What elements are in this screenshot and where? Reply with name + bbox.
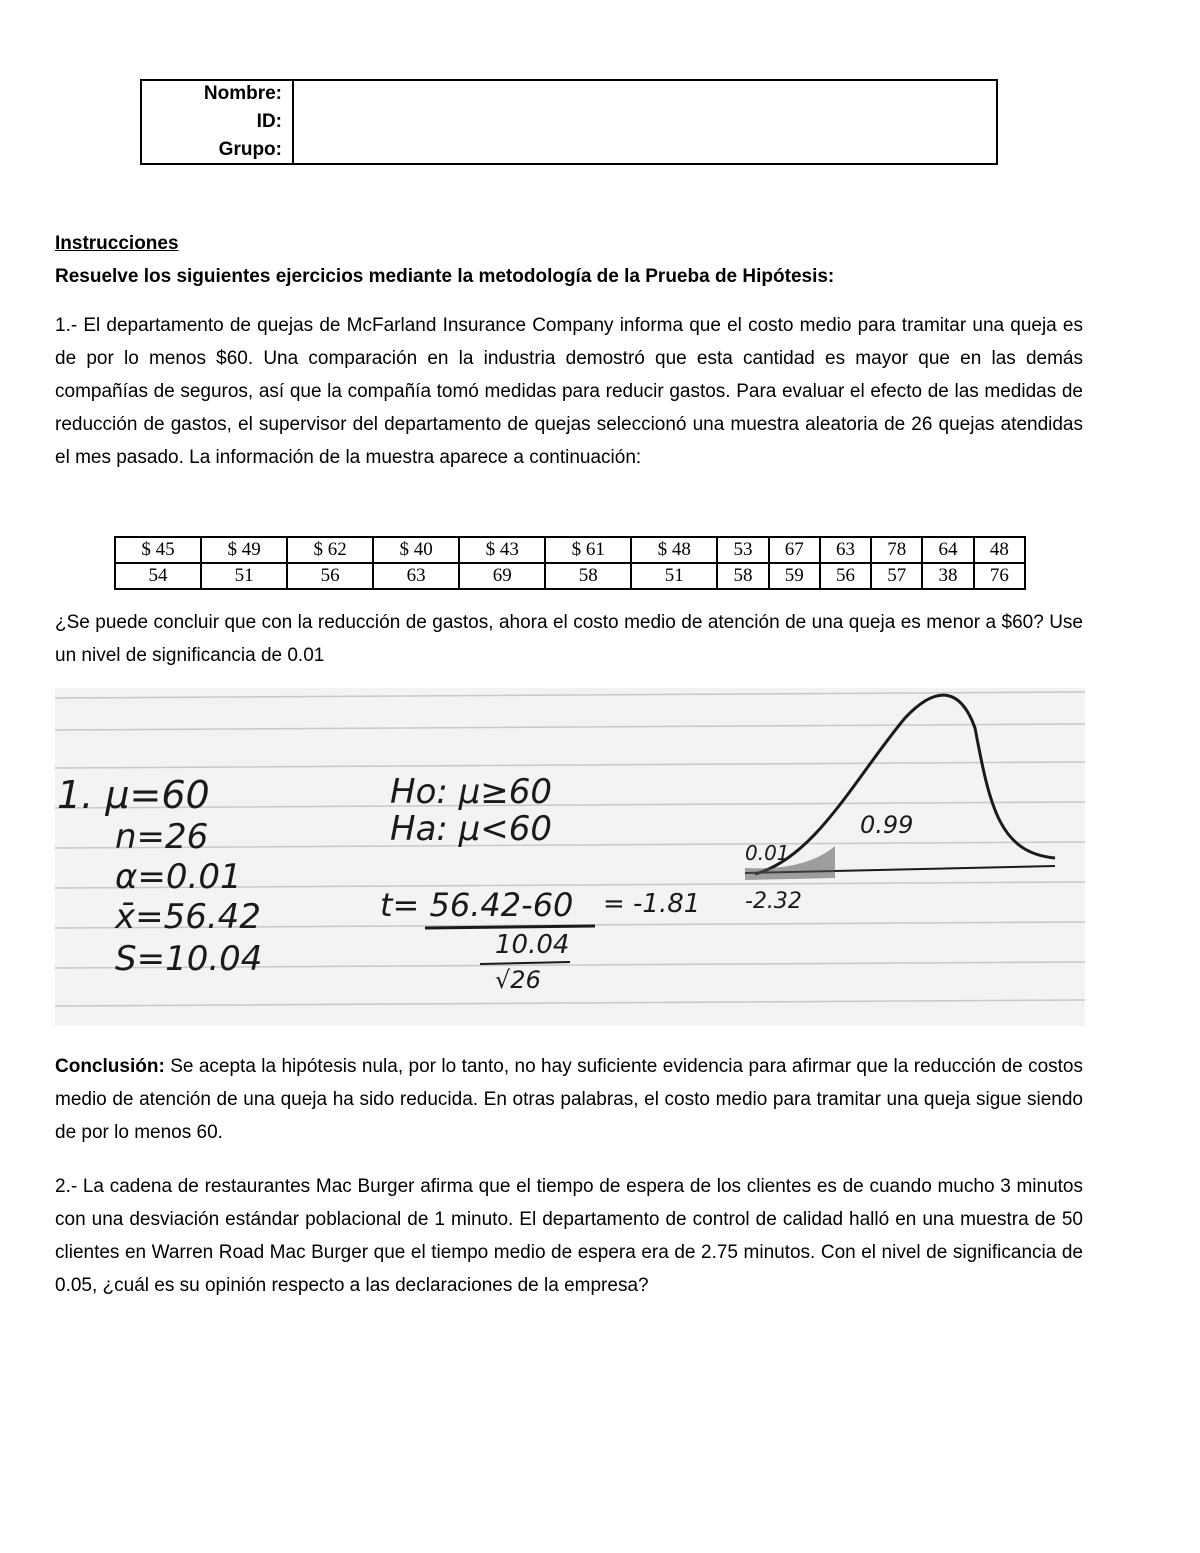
- problem-1-text: 1.- El departamento de quejas de McFarland Insurance Company informa que el costo medio para tramitar una queja es de por lo menos $60. Una comparación en la industria demostró que esta cantidad es mayor que en las demás compañías de seguros, así que la compañía tomó medidas para reducir gastos. Para evaluar el efecto de las medidas de reducción de gastos, el supervisor del departamento de quejas seleccionó una muestra aleatoria de 26 quejas atendidas el mes pasado. La información de la muestra aparece a continuación:: [55, 315, 1083, 468]
- table-cell: 57: [871, 563, 922, 589]
- hw-critical-value: -2.32: [745, 889, 802, 914]
- nombre-label: Nombre:: [203, 83, 282, 104]
- hw-t-numerator: t= 56.42-60: [380, 886, 574, 924]
- table-cell: 51: [201, 563, 287, 589]
- student-info-box: [140, 79, 998, 165]
- table-cell: 53: [717, 537, 768, 563]
- table-cell: 76: [974, 563, 1025, 589]
- hw-body-area: 0.99: [860, 811, 914, 839]
- hw-s: S=10.04: [115, 939, 263, 979]
- table-cell: 48: [974, 537, 1025, 563]
- hw-tail-area: 0.01: [745, 841, 790, 865]
- table-cell: $ 48: [631, 537, 717, 563]
- hw-mu: 1. μ=60: [57, 773, 210, 817]
- instructions-title: Instrucciones: [55, 233, 179, 254]
- table-cell: 58: [545, 563, 631, 589]
- table-cell: 78: [871, 537, 922, 563]
- table-cell: 38: [922, 563, 973, 589]
- table-row: [115, 537, 1025, 563]
- table-cell: 63: [820, 537, 871, 563]
- hw-h0: Ho: μ≥60: [390, 772, 553, 812]
- grupo-label: Grupo:: [218, 139, 282, 160]
- table-cell: 56: [287, 563, 373, 589]
- table-cell: 64: [922, 537, 973, 563]
- hw-t-denominator-bottom: √26: [495, 966, 541, 994]
- problem-1-question: ¿Se puede concluir que con la reducción de gastos, ahora el costo medio de atención de una queja es menor a $60? Use un nivel de significancia de 0.01: [55, 612, 1083, 666]
- hw-t-result: = -1.81: [603, 889, 701, 919]
- table-cell: $ 43: [459, 537, 545, 563]
- conclusion-paragraph: [55, 1050, 1083, 1149]
- table-cell: $ 62: [287, 537, 373, 563]
- table-cell: $ 49: [201, 537, 287, 563]
- hw-ha: Ha: μ<60: [390, 809, 553, 849]
- table-row: [115, 563, 1025, 589]
- sample-data-table: [114, 536, 1026, 590]
- table-cell: 51: [631, 563, 717, 589]
- instructions-section: [55, 227, 1083, 293]
- table-cell: $ 40: [373, 537, 459, 563]
- table-cell: 54: [115, 563, 201, 589]
- table-cell: 58: [717, 563, 768, 589]
- table-cell: 63: [373, 563, 459, 589]
- hw-t-denominator-top: 10.04: [495, 930, 570, 960]
- problem-2-text: 2.- La cadena de restaurantes Mac Burger afirma que el tiempo de espera de los clientes es de cuando mucho 3 minutos con una desviación estándar poblacional de 1 minuto. El departamento de control de calidad halló en una muestra de 50 clientes en Warren Road Mac Burger que el tiempo medio de espera era de 2.75 minutos. Con el nivel de significancia de 0.05, ¿cuál es su opinión respecto a las declaraciones de la empresa?: [55, 1176, 1083, 1296]
- table-cell: 69: [459, 563, 545, 589]
- conclusion-text: Se acepta la hipótesis nula, por lo tanto, no hay suficiente evidencia para afirmar que la reducción de costos medio de atención de una queja ha sido reducida. En otras palabras, el costo medio para tramitar una queja sigue siendo de por lo menos 60.: [55, 1056, 1083, 1143]
- handwritten-solution-image: [55, 688, 1085, 1026]
- instructions-subtitle: Resuelve los siguientes ejercicios mediante la metodología de la Prueba de Hipótesis:: [55, 266, 835, 287]
- id-label: ID:: [256, 111, 282, 132]
- hw-xbar: x̄=56.42: [115, 897, 261, 937]
- table-cell: 59: [769, 563, 820, 589]
- table-cell: $ 61: [545, 537, 631, 563]
- student-info-values[interactable]: [294, 81, 996, 163]
- hw-n: n=26: [115, 817, 209, 857]
- conclusion-label: Conclusión:: [55, 1056, 165, 1077]
- student-info-labels: [142, 81, 294, 163]
- hw-alpha: α=0.01: [115, 857, 242, 897]
- table-cell: 56: [820, 563, 871, 589]
- table-cell: 67: [769, 537, 820, 563]
- table-cell: $ 45: [115, 537, 201, 563]
